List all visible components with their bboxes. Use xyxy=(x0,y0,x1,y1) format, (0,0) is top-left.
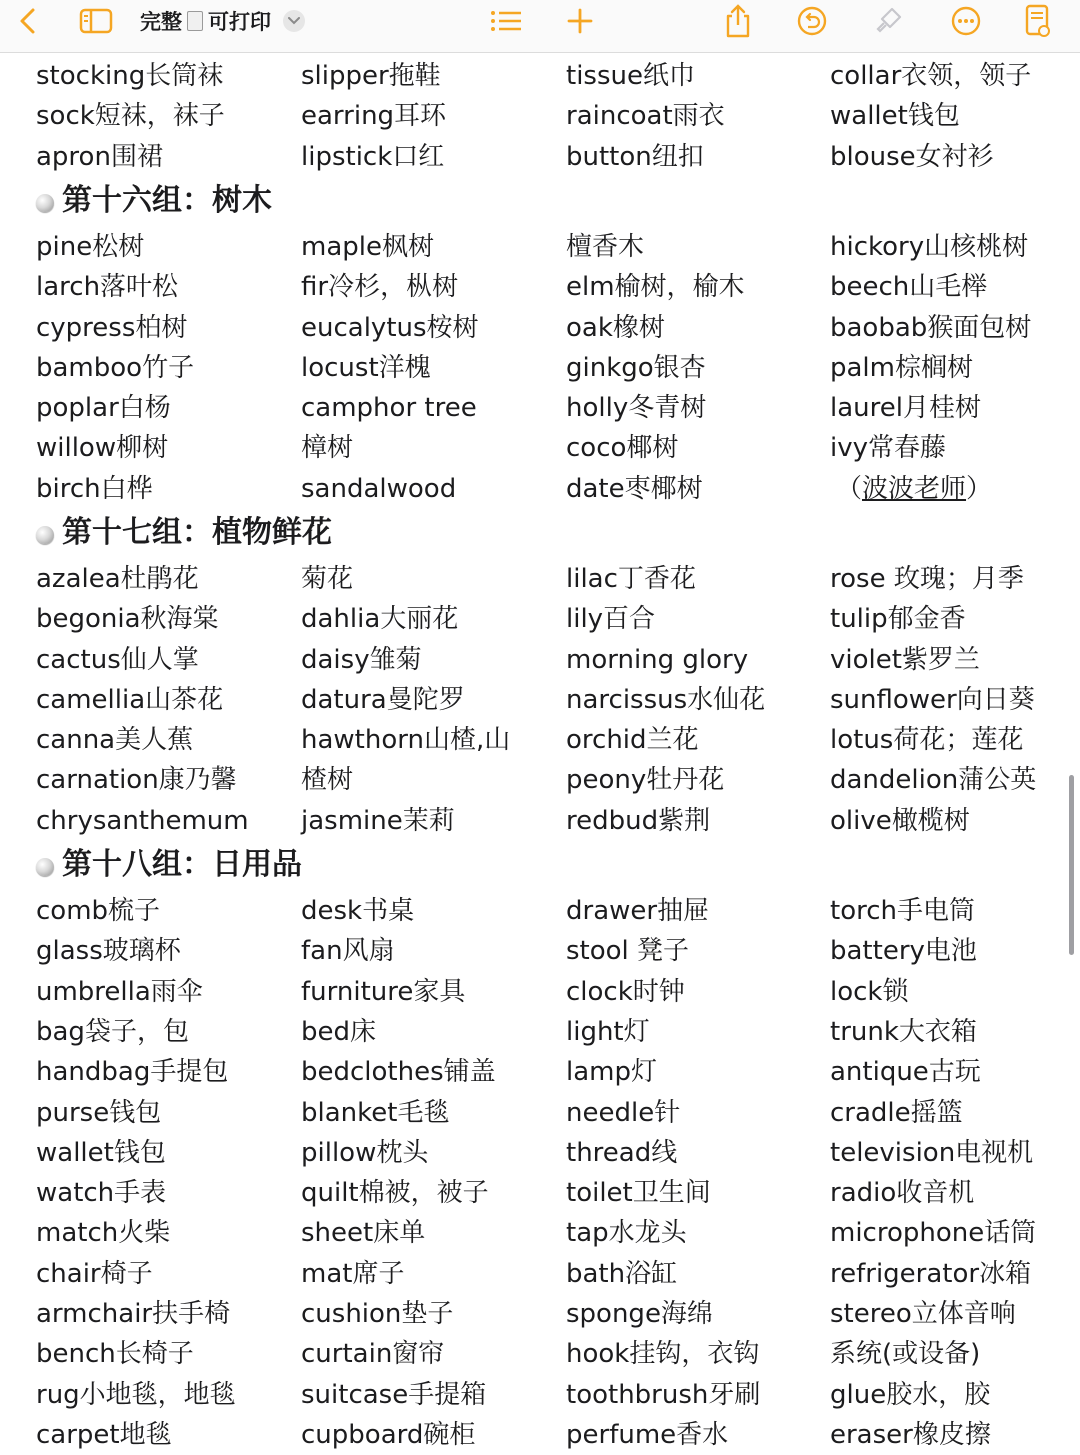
word-entry: stool 凳子 xyxy=(566,936,690,966)
word-entry: hawthorn山楂,山 xyxy=(301,725,511,755)
word-entry: hook挂钩，衣钩 xyxy=(566,1339,760,1369)
credit-label xyxy=(836,469,992,509)
word-entry: raincoat雨衣 xyxy=(566,101,725,131)
word-entry: bag袋子，包 xyxy=(36,1017,189,1047)
word-entry: dahlia大丽花 xyxy=(301,604,459,634)
more-icon[interactable] xyxy=(946,0,986,42)
word-row xyxy=(0,1334,1080,1374)
credit-close-paren: ） xyxy=(966,474,993,504)
word-row xyxy=(0,227,1080,267)
scrollbar[interactable] xyxy=(1069,775,1074,955)
word-entry: earring耳环 xyxy=(301,101,447,131)
word-row xyxy=(0,348,1080,388)
word-entry: redbud紫荆 xyxy=(566,806,711,836)
word-entry: pillow枕头 xyxy=(301,1138,429,1168)
word-entry: eraser橡皮擦 xyxy=(830,1420,991,1450)
word-entry: ginkgo银杏 xyxy=(566,353,706,383)
word-entry: sunflower向日葵 xyxy=(830,685,1035,715)
word-entry: jasmine茉莉 xyxy=(301,806,455,836)
word-entry: sheet床单 xyxy=(301,1218,426,1248)
word-entry: begonia秋海棠 xyxy=(36,604,219,634)
word-entry: clock时钟 xyxy=(566,977,685,1007)
word-entry: cypress柏树 xyxy=(36,313,188,343)
word-row xyxy=(0,559,1080,599)
word-entry: blouse女衬衫 xyxy=(830,142,994,172)
word-row xyxy=(0,1213,1080,1253)
word-row xyxy=(0,760,1080,800)
word-entry: carpet地毯 xyxy=(36,1420,172,1450)
word-entry: birch白桦 xyxy=(36,474,153,504)
word-entry: watch手表 xyxy=(36,1178,167,1208)
word-row xyxy=(0,308,1080,348)
word-entry: sponge海绵 xyxy=(566,1299,713,1329)
word-entry: match火柴 xyxy=(36,1218,171,1248)
word-row xyxy=(0,1254,1080,1294)
word-row xyxy=(0,1052,1080,1092)
word-entry: azalea杜鹃花 xyxy=(36,564,199,594)
word-entry: comb梳子 xyxy=(36,896,161,926)
word-entry: stereo立体音响 xyxy=(830,1299,1016,1329)
word-entry: eucalytus桉树 xyxy=(301,313,479,343)
word-entry: bed床 xyxy=(301,1017,377,1047)
word-entry: dandelion蒲公英 xyxy=(830,765,1037,795)
word-entry: lily百合 xyxy=(566,604,656,634)
word-entry: 楂树 xyxy=(301,765,354,795)
word-row xyxy=(0,640,1080,680)
word-entry: chair椅子 xyxy=(36,1259,153,1289)
group-heading xyxy=(36,845,302,885)
word-entry: bench长椅子 xyxy=(36,1339,194,1369)
pin-icon xyxy=(36,194,54,212)
sidebar-icon[interactable] xyxy=(76,0,116,42)
word-row xyxy=(0,137,1080,177)
word-entry: thread线 xyxy=(566,1138,678,1168)
word-row xyxy=(0,1093,1080,1133)
word-row xyxy=(0,599,1080,639)
word-entry: sandalwood xyxy=(301,474,457,504)
word-entry: violet紫罗兰 xyxy=(830,645,980,675)
group-heading-text: 第十六组：树木 xyxy=(62,183,272,218)
title-part1: 完整 xyxy=(140,10,182,34)
word-row xyxy=(0,1415,1080,1455)
word-entry: larch落叶松 xyxy=(36,272,179,302)
word-entry: elm榆树，榆木 xyxy=(566,272,745,302)
word-entry: oak橡树 xyxy=(566,313,665,343)
word-entry: sock短袜，袜子 xyxy=(36,101,225,131)
word-entry: fir冷杉，枞树 xyxy=(301,272,459,302)
word-entry: refrigerator冰箱 xyxy=(830,1259,1032,1289)
word-entry: poplar白杨 xyxy=(36,393,171,423)
word-row xyxy=(0,1173,1080,1213)
word-entry: collar衣领，领子 xyxy=(830,61,1032,91)
word-entry: chrysanthemum xyxy=(36,806,249,836)
word-entry: bedclothes铺盖 xyxy=(301,1057,496,1087)
word-entry: camellia山茶花 xyxy=(36,685,224,715)
word-entry: cupboard碗柜 xyxy=(301,1420,476,1450)
word-entry: lock锁 xyxy=(830,977,909,1007)
group-heading-text: 第十八组：日用品 xyxy=(62,847,302,882)
word-entry: pine松树 xyxy=(36,232,145,262)
word-entry: 系统(或设备) xyxy=(830,1339,981,1369)
word-row xyxy=(0,267,1080,307)
credit-open-paren: （ xyxy=(836,474,863,504)
word-row xyxy=(0,1133,1080,1173)
back-chevron-icon[interactable] xyxy=(10,0,46,42)
word-entry: narcissus水仙花 xyxy=(566,685,766,715)
word-entry: bath浴缸 xyxy=(566,1259,678,1289)
word-entry: antique古玩 xyxy=(830,1057,981,1087)
group-heading xyxy=(36,513,332,553)
word-entry: cushion垫子 xyxy=(301,1299,454,1329)
word-entry: furniture家具 xyxy=(301,977,466,1007)
word-entry: cradle摇篮 xyxy=(830,1098,963,1128)
plus-icon[interactable] xyxy=(560,0,600,42)
pin-icon xyxy=(36,858,54,876)
brush-icon xyxy=(868,0,908,42)
document-title[interactable] xyxy=(140,4,305,38)
word-row xyxy=(0,56,1080,96)
word-entry: camphor tree xyxy=(301,393,477,423)
word-row xyxy=(0,96,1080,136)
word-entry: baobab猴面包树 xyxy=(830,313,1032,343)
word-entry: mat席子 xyxy=(301,1259,405,1289)
word-entry: torch手电筒 xyxy=(830,896,975,926)
undo-icon[interactable] xyxy=(792,0,832,42)
word-entry: canna美人蕉 xyxy=(36,725,194,755)
word-entry: tissue纸巾 xyxy=(566,61,695,91)
word-entry: holly冬青树 xyxy=(566,393,707,423)
word-row xyxy=(0,891,1080,931)
word-entry: radio收音机 xyxy=(830,1178,975,1208)
word-entry: daisy雏菊 xyxy=(301,645,422,675)
word-entry: armchair扶手椅 xyxy=(36,1299,231,1329)
word-row xyxy=(0,1375,1080,1415)
word-row xyxy=(0,1294,1080,1334)
word-entry: rug小地毯，地毯 xyxy=(36,1380,236,1410)
word-entry: television电视机 xyxy=(830,1138,1034,1168)
word-entry: 樟树 xyxy=(301,433,354,463)
word-row xyxy=(0,388,1080,428)
word-entry: morning glory xyxy=(566,645,749,675)
word-row xyxy=(0,720,1080,760)
word-row xyxy=(0,1012,1080,1052)
credit-link[interactable]: 波波老师 xyxy=(862,474,967,504)
word-entry: willow柳树 xyxy=(36,433,169,463)
share-icon[interactable] xyxy=(718,0,758,42)
word-entry: glass玻璃杯 xyxy=(36,936,181,966)
word-entry: lotus荷花；莲花 xyxy=(830,725,1024,755)
word-row xyxy=(0,428,1080,468)
word-entry: peony牡丹花 xyxy=(566,765,725,795)
word-entry: wallet钱包 xyxy=(36,1138,166,1168)
word-entry: ivy常春藤 xyxy=(830,433,946,463)
word-entry: lipstick口红 xyxy=(301,142,445,172)
word-entry: umbrella雨伞 xyxy=(36,977,203,1007)
word-entry: olive橄榄树 xyxy=(830,806,970,836)
word-entry: lamp灯 xyxy=(566,1057,657,1087)
list-icon[interactable] xyxy=(486,0,526,42)
word-entry: quilt棉被，被子 xyxy=(301,1178,489,1208)
word-entry: stocking长筒袜 xyxy=(36,61,224,91)
word-row xyxy=(0,801,1080,841)
word-entry: cactus仙人掌 xyxy=(36,645,199,675)
word-entry: palm棕榈树 xyxy=(830,353,973,383)
toolbar xyxy=(0,0,1080,53)
word-entry: battery电池 xyxy=(830,936,977,966)
word-entry: orchid兰花 xyxy=(566,725,699,755)
word-entry: trunk大衣箱 xyxy=(830,1017,977,1047)
word-entry: wallet钱包 xyxy=(830,101,960,131)
word-entry: laurel月桂树 xyxy=(830,393,981,423)
word-entry: carnation康乃馨 xyxy=(36,765,237,795)
word-entry: coco椰树 xyxy=(566,433,679,463)
word-entry: button纽扣 xyxy=(566,142,704,172)
word-entry: glue胶水，胶 xyxy=(830,1380,991,1410)
pin-icon xyxy=(36,526,54,544)
word-entry: slipper拖鞋 xyxy=(301,61,441,91)
group-heading-text: 第十七组：植物鲜花 xyxy=(62,515,332,550)
document-icon xyxy=(187,11,203,31)
word-entry: lilac丁香花 xyxy=(566,564,696,594)
word-entry: blanket毛毯 xyxy=(301,1098,450,1128)
word-entry: toilet卫生间 xyxy=(566,1178,711,1208)
word-row xyxy=(0,931,1080,971)
document-view-icon[interactable] xyxy=(1018,0,1058,42)
word-entry: maple枫树 xyxy=(301,232,434,262)
word-entry: tulip郁金香 xyxy=(830,604,966,634)
word-entry: microphone话筒 xyxy=(830,1218,1037,1248)
word-entry: rose 玫瑰；月季 xyxy=(830,564,1024,594)
word-entry: 檀香木 xyxy=(566,232,645,262)
word-entry: apron围裙 xyxy=(36,142,163,172)
word-entry: fan风扇 xyxy=(301,936,395,966)
word-entry: needle针 xyxy=(566,1098,681,1128)
word-entry: light灯 xyxy=(566,1017,650,1047)
chevron-down-icon[interactable] xyxy=(283,10,305,32)
word-entry: suitcase手提箱 xyxy=(301,1380,487,1410)
word-entry: 菊花 xyxy=(301,564,354,594)
group-heading xyxy=(36,181,272,221)
word-entry: locust洋槐 xyxy=(301,353,431,383)
word-entry: bamboo竹子 xyxy=(36,353,195,383)
word-entry: curtain窗帘 xyxy=(301,1339,445,1369)
word-entry: datura曼陀罗 xyxy=(301,685,465,715)
word-entry: desk书桌 xyxy=(301,896,415,926)
title-part2: 可打印 xyxy=(208,10,271,34)
word-entry: beech山毛榉 xyxy=(830,272,988,302)
word-entry: toothbrush牙刷 xyxy=(566,1380,761,1410)
word-row xyxy=(0,680,1080,720)
word-row xyxy=(0,972,1080,1012)
word-entry: tap水龙头 xyxy=(566,1218,687,1248)
word-entry: date枣椰树 xyxy=(566,474,703,504)
word-entry: purse钱包 xyxy=(36,1098,162,1128)
word-entry: hickory山核桃树 xyxy=(830,232,1029,262)
word-entry: handbag手提包 xyxy=(36,1057,229,1087)
word-entry: perfume香水 xyxy=(566,1420,729,1450)
word-entry: drawer抽屉 xyxy=(566,896,710,926)
